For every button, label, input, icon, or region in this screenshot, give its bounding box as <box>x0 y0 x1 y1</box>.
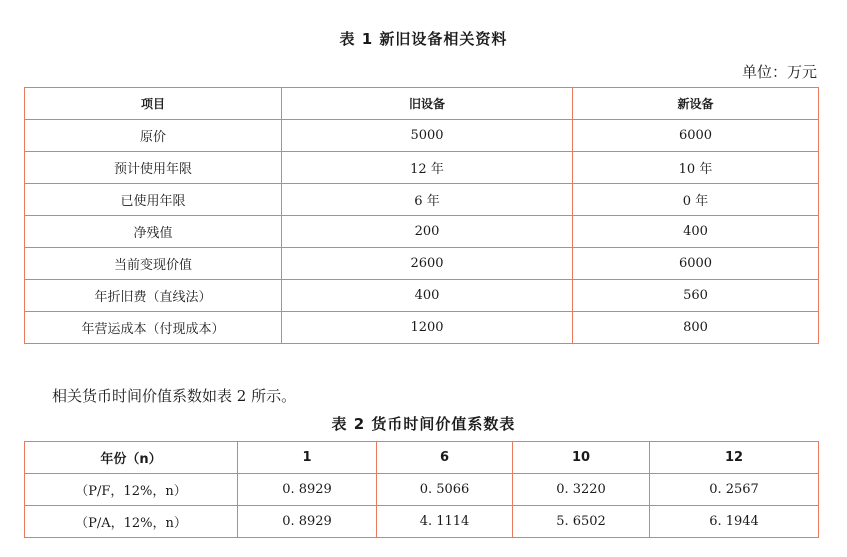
table-cell: 0. 8929 <box>238 474 377 506</box>
table-cell: 0. 2567 <box>650 474 819 506</box>
table-cell: 200 <box>282 216 573 248</box>
table1-header-cell: 新设备 <box>573 88 819 120</box>
table2 <box>24 441 819 538</box>
table2-header-cell: 1 <box>238 442 377 474</box>
table-cell: 预计使用年限 <box>25 152 282 184</box>
table-cell: 2600 <box>282 248 573 280</box>
table-cell: （P/A，12%，n） <box>25 506 238 538</box>
table-cell: 原价 <box>25 120 282 152</box>
table1-header-row <box>25 88 819 120</box>
table-cell: 1200 <box>282 312 573 344</box>
table-cell: 净残值 <box>25 216 282 248</box>
table-cell: 6. 1944 <box>650 506 819 538</box>
table-cell: 400 <box>573 216 819 248</box>
table-cell: 已使用年限 <box>25 184 282 216</box>
table-cell: 0 年 <box>573 184 819 216</box>
table-cell: 12 年 <box>282 152 573 184</box>
table1-title: 表 1 新旧设备相关资料 <box>339 30 508 48</box>
table-cell: 400 <box>282 280 573 312</box>
table-row <box>25 248 819 280</box>
table2-header-cell: 年份（n） <box>25 442 238 474</box>
table-cell: 0. 8929 <box>238 506 377 538</box>
table-cell: 10 年 <box>573 152 819 184</box>
table-cell: 当前变现价值 <box>25 248 282 280</box>
table1-unit: 单位：万元 <box>741 63 817 81</box>
table-cell: 5000 <box>282 120 573 152</box>
paragraph-text: 相关货币时间价值系数如表 2 所示。 <box>52 387 297 405</box>
table-cell: 560 <box>573 280 819 312</box>
table-cell: 5. 6502 <box>513 506 650 538</box>
table-cell: 4. 1114 <box>377 506 513 538</box>
table1-header-cell: 项目 <box>25 88 282 120</box>
table-row <box>25 152 819 184</box>
table-row <box>25 506 819 538</box>
table1-header-cell: 旧设备 <box>282 88 573 120</box>
table-cell: （P/F，12%，n） <box>25 474 238 506</box>
table-cell: 6 年 <box>282 184 573 216</box>
table-cell: 800 <box>573 312 819 344</box>
table-cell: 6000 <box>573 248 819 280</box>
table-cell: 0. 3220 <box>513 474 650 506</box>
table2-title: 表 2 货币时间价值系数表 <box>331 415 516 433</box>
table-row <box>25 312 819 344</box>
table-cell: 年折旧费（直线法） <box>25 280 282 312</box>
table-cell: 年营运成本（付现成本） <box>25 312 282 344</box>
table-cell: 6000 <box>573 120 819 152</box>
table1 <box>24 87 819 344</box>
table2-header-cell: 10 <box>513 442 650 474</box>
table2-header-cell: 12 <box>650 442 819 474</box>
table-row <box>25 120 819 152</box>
table2-header-cell: 6 <box>377 442 513 474</box>
table-cell: 0. 5066 <box>377 474 513 506</box>
table2-header-row <box>25 442 819 474</box>
table-row <box>25 280 819 312</box>
table-row <box>25 216 819 248</box>
table-row <box>25 184 819 216</box>
table-row <box>25 474 819 506</box>
